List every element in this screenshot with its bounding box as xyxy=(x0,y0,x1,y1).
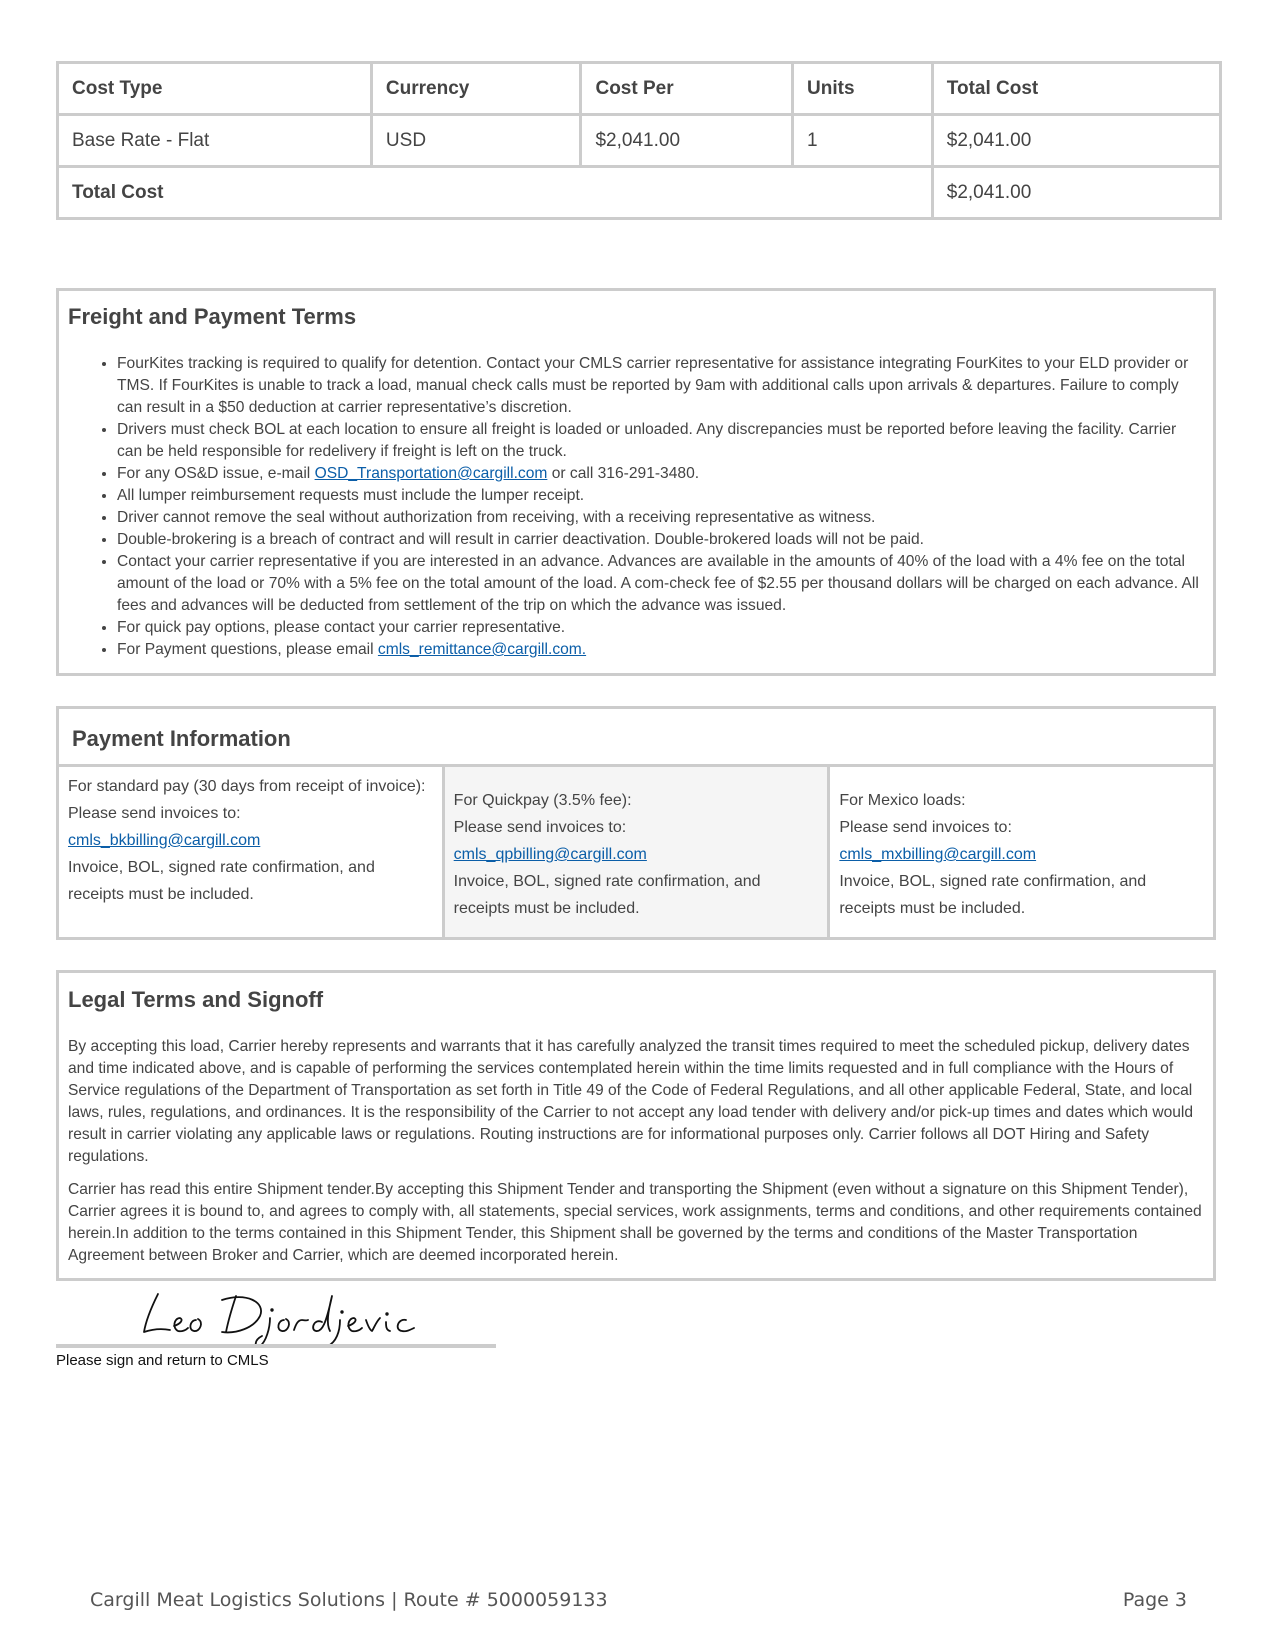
mexico-send-label: Please send invoices to: xyxy=(839,819,1012,836)
bkbilling-email-link[interactable]: cmls_bkbilling@cargill.com xyxy=(68,832,261,849)
header-units: Units xyxy=(793,63,933,115)
quickpay-heading: For Quickpay (3.5% fee): xyxy=(453,792,632,809)
list-item: • Driver cannot remove the seal without authorization from receiving, with a receiving representative as witness. xyxy=(117,507,1203,529)
header-cost-type: Cost Type xyxy=(58,63,372,115)
total-cost-label: Total Cost xyxy=(58,167,933,219)
list-item: • All lumper reimbursement requests must include the lumper receipt. xyxy=(117,485,1203,507)
standard-requirements: Invoice, BOL, signed rate confirmation, and receipts must be included. xyxy=(68,859,375,903)
list-item xyxy=(117,639,1203,661)
osd-email-link[interactable]: OSD_Transportation@cargill.com xyxy=(314,465,548,482)
table-row xyxy=(58,115,1221,167)
signature-caption: Please sign and return to CMLS xyxy=(56,1352,269,1369)
mxbilling-email-link[interactable]: cmls_mxbilling@cargill.com xyxy=(839,846,1037,863)
list-item: • Drivers must check BOL at each location to ensure all freight is loaded or unloaded. Any discrepancies must be reported before leaving the facility. Carrier can be held responsible for redelivery if freight is left on the truck. xyxy=(117,419,1203,463)
legal-paragraph-2: Carrier has read this entire Shipment tender.By accepting this Shipment Tender and transporting the Shipment (even without a signature on this Shipment Tender), Carrier agrees it is bound to, and agrees to comply with, all statements, special services, work assignments, terms and conditions, and other requirements contained herein.In addition to the terms contained in this Shipment Tender, this Shipment shall be governed by the terms and conditions of the Master Transportation Agreement between Broker and Carrier, which are deemed incorporated herein. xyxy=(68,1181,1202,1264)
list-item: • FourKites tracking is required to qualify for detention. Contact your CMLS carrier representative for assistance integrating FourKites to your ELD provider or TMS. If FourKites is unable to track a load, manual check calls must be reported by 9am with additional calls upon arrivals & departures. Failure to comply can result in a $50 deduction at carrier representative’s discretion. xyxy=(117,353,1203,419)
quickpay-send-label: Please send invoices to: xyxy=(453,819,627,836)
footer-page-number: Page 3 xyxy=(1122,1589,1187,1611)
terms-list xyxy=(68,353,1203,661)
payment-header xyxy=(59,709,1213,767)
legal-body xyxy=(68,1036,1203,1278)
remittance-email-link[interactable]: cmls_remittance@cargill.com. xyxy=(377,641,587,658)
header-total-cost: Total Cost xyxy=(932,63,1220,115)
cell-total-cost: $2,041.00 xyxy=(932,115,1220,167)
quickpay-requirements: Invoice, BOL, signed rate confirmation, and receipts must be included. xyxy=(453,873,761,917)
mexico-column xyxy=(830,767,1213,937)
signature-image xyxy=(136,1288,466,1348)
cost-table-header-row xyxy=(58,63,1221,115)
list-item: • Double-brokering is a breach of contract and will result in carrier deactivation. Double-brokered loads will not be paid. xyxy=(117,529,1203,551)
mexico-requirements: Invoice, BOL, signed rate confirmation, and receipts must be included. xyxy=(839,873,1147,917)
legal-paragraph-1: By accepting this load, Carrier hereby represents and warrants that it has carefully analyzed the transit times required to meet the scheduled pickup, delivery dates and time indicated above, and is capable of performing the services contemplated herein within the time limits requested and in full compliance with the Hours of Service regulations of the Department of Transportation as set forth in Title 49 of the Code of Federal Regulations, and all other applicable Federal, State, and local laws, rules, regulations, and ordinances. It is the responsibility of the Carrier to not accept any load tender with delivery and/or pick-up times and dates which would result in carrier violating any applicable laws or regulations. Routing instructions are for informational purposes only. Carrier follows all DOT Hiring and Safety regulations. xyxy=(68,1038,1194,1165)
mexico-heading: For Mexico loads: xyxy=(839,792,966,809)
cell-units: 1 xyxy=(793,115,933,167)
section-title: Payment Information xyxy=(72,726,291,751)
total-cost-value: $2,041.00 xyxy=(932,167,1220,219)
osd-prefix: For any OS&D issue, e-mail xyxy=(117,465,315,482)
section-title: Freight and Payment Terms xyxy=(68,304,357,329)
standard-send-label: Please send invoices to: xyxy=(68,805,241,822)
payment-questions-prefix: For Payment questions, please email xyxy=(117,641,378,658)
cell-currency: USD xyxy=(371,115,581,167)
standard-pay-heading: For standard pay (30 days from receipt of invoice): xyxy=(68,778,426,795)
section-title: Legal Terms and Signoff xyxy=(68,987,324,1012)
signature-line xyxy=(56,1344,496,1348)
cost-table xyxy=(56,61,1222,220)
list-item xyxy=(117,463,1203,485)
standard-pay-column xyxy=(59,767,442,937)
header-cost-per: Cost Per xyxy=(581,63,793,115)
list-item: • For quick pay options, please contact your carrier representative. xyxy=(117,617,1203,639)
signature-area xyxy=(56,1288,496,1373)
qpbilling-email-link[interactable]: cmls_qpbilling@cargill.com xyxy=(453,846,647,863)
freight-payment-terms-section xyxy=(56,288,1216,676)
osd-suffix: or call 316-291-3480. xyxy=(547,465,700,482)
cost-table-total-row xyxy=(58,167,1221,219)
header-currency: Currency xyxy=(371,63,581,115)
cell-cost-type: Base Rate - Flat xyxy=(58,115,372,167)
legal-terms-section xyxy=(56,970,1216,1281)
payment-columns xyxy=(59,767,1213,937)
list-item: • Contact your carrier representative if you are interested in an advance. Advances are available in the amounts of 40% of the load with a 4% fee on the total amount of the load or 70% with a 5% fee on the total amount of the load. A com-check fee of $2.55 per thousand dollars will be charged on each advance. All fees and advances will be deducted from settlement of the trip on which the advance was issued. xyxy=(117,551,1203,617)
quickpay-column xyxy=(442,767,831,937)
payment-information-section xyxy=(56,706,1216,940)
cell-cost-per: $2,041.00 xyxy=(581,115,793,167)
footer-route: Cargill Meat Logistics Solutions | Route # 5000059133 xyxy=(90,1589,608,1611)
